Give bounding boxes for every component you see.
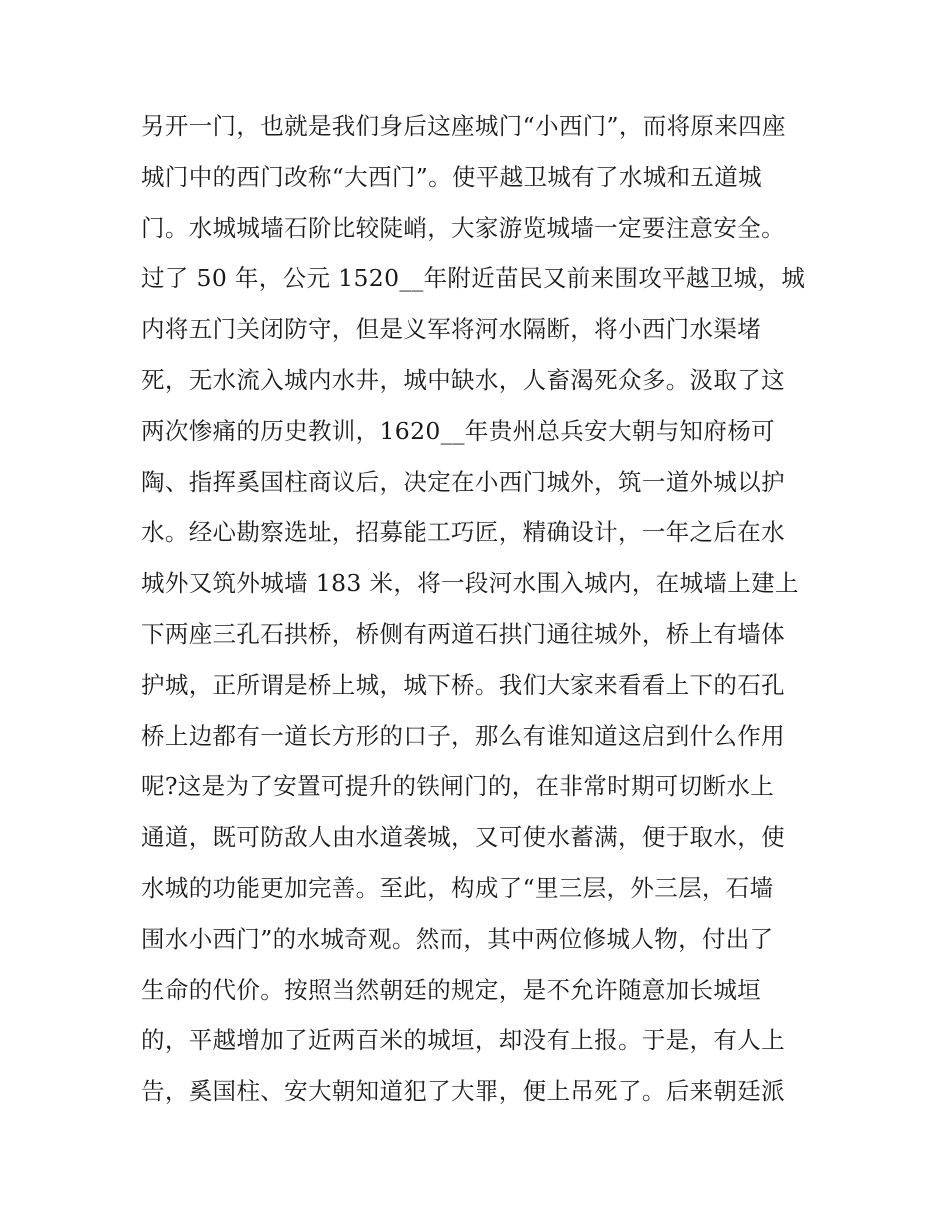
text-line: 围水小西门”的水城奇观。然而，其中两位修城人物，付出了 [141,924,774,953]
text-line: 内将五门关闭防守，但是义军将河水隔断，将小西门水渠堵 [141,315,762,344]
text-line: 陶、指挥奚国柱商议后，决定在小西门城外，筑一道外城以护 [141,467,785,496]
text-line: 的，平越增加了近两百米的城垣，却没有上报。于是，有人上 [141,1026,785,1055]
text-line: 水城的功能更加完善。至此，构成了“里三层，外三层，石墙 [141,873,774,902]
body-text [141,101,821,1117]
text-line: 通道，既可防敌人由水道袭城，又可使水蓄满，便于取水，使 [141,823,785,852]
text-line: 门。水城城墙石阶比较陡峭，大家游览城墙一定要注意安全。 [141,213,785,242]
text-line: 另开一门，也就是我们身后这座城门“小西门”，而将原来四座 [141,112,786,140]
text-line: 水。经心勘察选址，招募能工巧匠，精确设计，一年之后在水 [141,518,785,547]
text-line: 两次惨痛的历史教训，1620__年贵州总兵安大朝与知府杨可 [141,416,775,445]
text-line: 死，无水流入城内水井，城中缺水，人畜渴死众多。汲取了这 [141,365,785,394]
text-line: 城外又筑外城墙 183 米，将一段河水围入城内，在城墙上建上 [141,569,799,598]
text-line: 呢?这是为了安置可提升的铁闸门的，在非常时期可切断水上 [141,772,775,801]
text-line: 过了 50 年，公元 1520__年附近苗民又前来围攻平越卫城，城 [141,264,806,293]
text-line: 生命的代价。按照当然朝廷的规定，是不允许随意加长城垣 [141,975,762,1004]
text-line: 护城，正所谓是桥上城，城下桥。我们大家来看看上下的石孔 [141,670,785,699]
text-line: 桥上边都有一道长方形的口子，那么有谁知道这启到什么作用 [141,721,785,750]
text-line: 告，奚国柱、安大朝知道犯了大罪，便上吊死了。后来朝廷派 [141,1077,785,1106]
text-line: 下两座三孔石拱桥，桥侧有两道石拱门通往城外，桥上有墙体 [141,619,785,648]
text-line: 城门中的西门改称“大西门”。使平越卫城有了水城和五道城 [141,162,762,191]
